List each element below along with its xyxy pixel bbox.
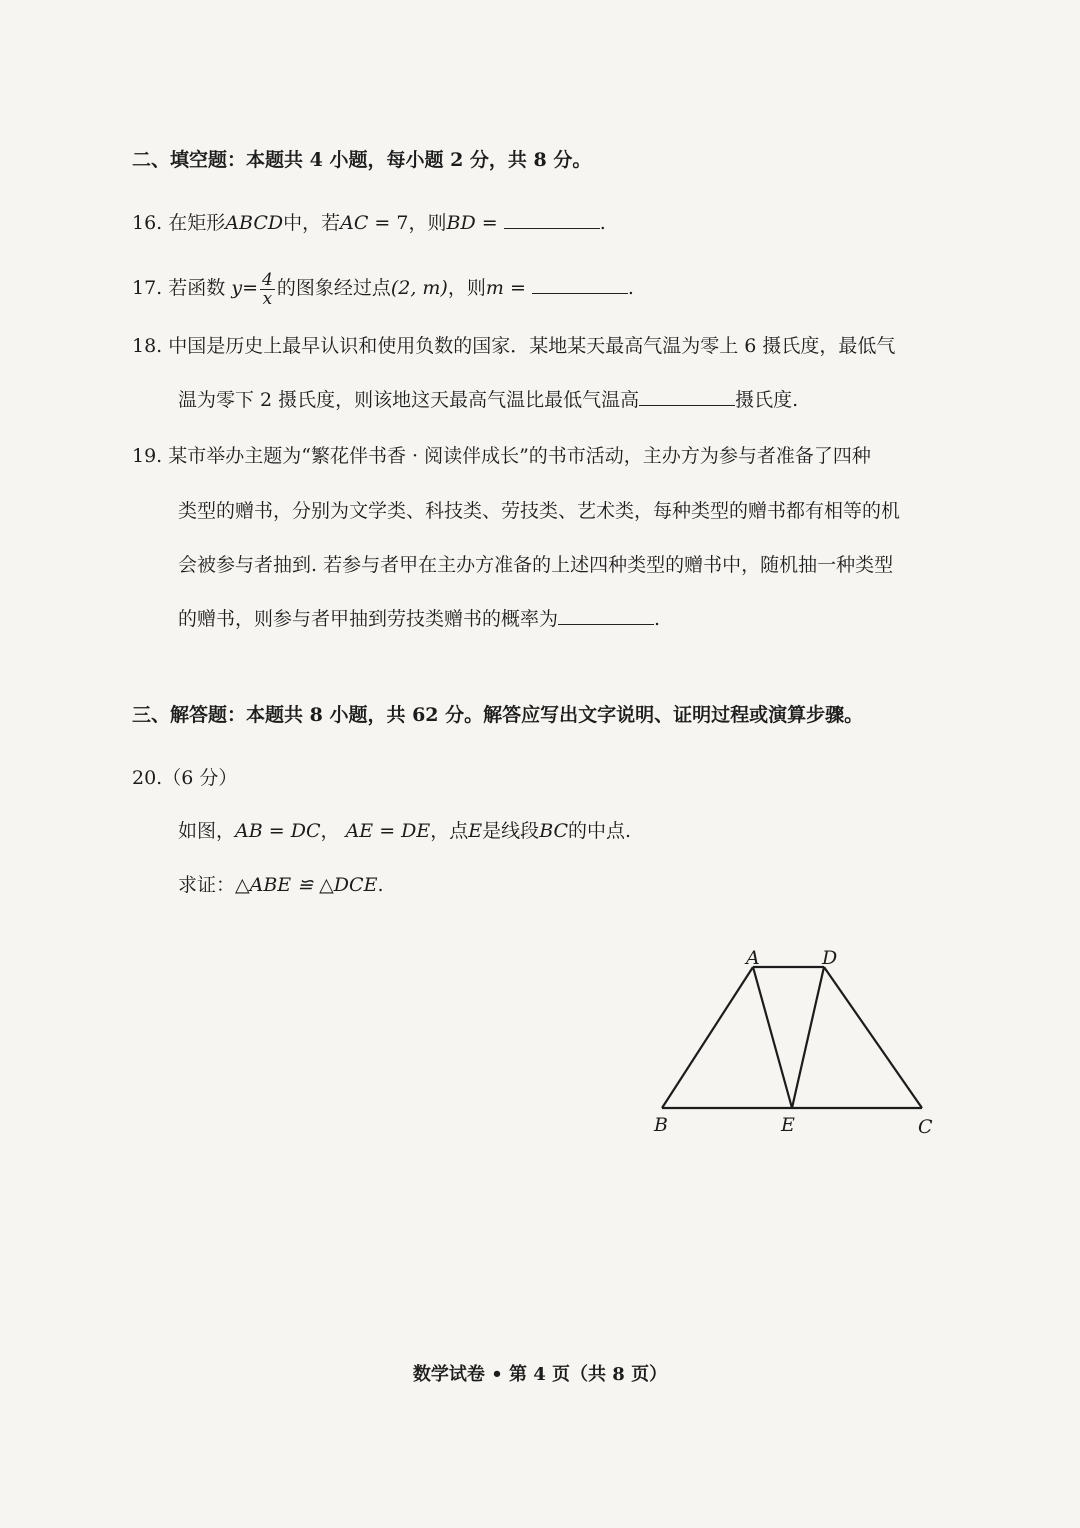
q18-text: 中国是历史上最早认识和使用负数的国家．某地某天最高气温为零上 6 摄氏度，最低气 — [168, 335, 896, 357]
q20-dc: DC — [290, 820, 321, 842]
q20-text: 如图， — [178, 820, 236, 842]
q20-text: ，点 — [430, 820, 469, 842]
answer-blank-18[interactable] — [639, 387, 735, 406]
q20-text: 是线段 — [482, 820, 540, 842]
q16-rect-name: ABCD — [225, 212, 284, 234]
q16-bd: BD — [446, 212, 476, 234]
question-19-line-3: 会被参与者抽到. 若参与者甲在主办方准备的上述四种类型的赠书中，随机抽一种类型 — [178, 554, 894, 576]
question-number: 16. — [132, 212, 163, 234]
q17-y: y — [231, 277, 243, 299]
label-c: C — [918, 1116, 933, 1138]
q17-text: ，则 — [447, 277, 486, 299]
section-two-heading: 二、填空题：本题共 4 小题，每小题 2 分，共 8 分。 — [132, 149, 592, 171]
fraction-denominator: x — [262, 288, 273, 309]
question-20-prove — [178, 872, 383, 898]
q17-text: 若函数 — [168, 277, 226, 299]
q19-text: 的赠书，则参与者甲抽到劳技类赠书的概率为 — [178, 608, 559, 630]
fraction-numerator: 4 — [261, 269, 273, 290]
segment-ae — [753, 967, 792, 1108]
question-number: 18. — [132, 335, 163, 357]
page-footer: 数学试卷 • 第 4 页（共 8 页） — [412, 1364, 668, 1385]
q20-ab: AB — [235, 820, 263, 842]
trapezoid-figure — [640, 940, 960, 1150]
label-e: E — [781, 1114, 795, 1136]
q16-text: ，则 — [408, 212, 447, 234]
label-b: B — [654, 1114, 668, 1136]
q17-fraction — [260, 271, 275, 308]
q20-equals: = — [379, 820, 396, 842]
label-d: D — [822, 947, 838, 969]
question-number: 20. — [132, 767, 163, 789]
answer-blank-19[interactable] — [558, 606, 654, 625]
question-20-given — [178, 818, 631, 844]
q20-score: （6 分） — [162, 767, 238, 789]
segment-de — [792, 967, 824, 1108]
segment-ab — [662, 967, 753, 1108]
q16-ac: AC — [340, 212, 369, 234]
question-20-header — [132, 765, 237, 791]
q18-text: 温为零下 2 摄氏度，则该地这天最高气温比最低气温高 — [178, 389, 640, 411]
question-17 — [132, 268, 634, 308]
q20-separator: ， — [320, 820, 340, 842]
question-19-line-2: 类型的赠书，分别为文学类、科技类、劳技类、艺术类，每种类型的赠书都有相等的机 — [178, 500, 901, 522]
question-18-line-2 — [178, 387, 798, 413]
question-19-line-1 — [132, 443, 871, 469]
question-number: 19. — [132, 445, 163, 467]
answer-blank-17[interactable] — [532, 275, 628, 294]
q20-text: 的中点. — [568, 820, 632, 842]
q17-point: (2, m) — [390, 277, 448, 299]
question-16 — [132, 210, 606, 236]
q20-point-e: E — [468, 820, 483, 842]
prove-statement: △ABE ≌ △DCE — [235, 874, 378, 896]
q20-equals: = — [268, 820, 285, 842]
answer-blank-16[interactable] — [504, 210, 600, 229]
q16-equals: = — [481, 212, 498, 234]
q16-text: 在矩形 — [168, 212, 226, 234]
q20-bc: BC — [539, 820, 569, 842]
q17-text: 的图象经过点 — [276, 277, 391, 299]
prove-label: 求证： — [178, 874, 236, 896]
question-19-line-4 — [178, 606, 660, 632]
q18-text: 摄氏度. — [735, 389, 799, 411]
q16-ac-value: = 7 — [374, 212, 409, 234]
q16-end: . — [599, 212, 606, 234]
segment-dc — [824, 967, 922, 1108]
q17-equals: = — [242, 277, 258, 299]
q19-text: 某市举办主题为“繁花伴书香 · 阅读伴成长”的书市活动，主办方为参与者准备了四种 — [168, 445, 871, 467]
q17-end: . — [627, 277, 634, 299]
q16-text: 中，若 — [283, 212, 341, 234]
q17-m: m — [485, 277, 504, 299]
q17-equals: = — [509, 277, 526, 299]
prove-end: . — [377, 874, 384, 896]
question-18-line-1 — [132, 333, 895, 359]
label-a: A — [746, 947, 760, 969]
question-number: 17. — [132, 277, 163, 299]
section-three-heading: 三、解答题：本题共 8 小题，共 62 分。解答应写出文字说明、证明过程或演算步骤。 — [132, 704, 864, 726]
q19-end: . — [654, 608, 661, 630]
q20-ae: AE — [345, 820, 374, 842]
q20-de: DE — [401, 820, 431, 842]
